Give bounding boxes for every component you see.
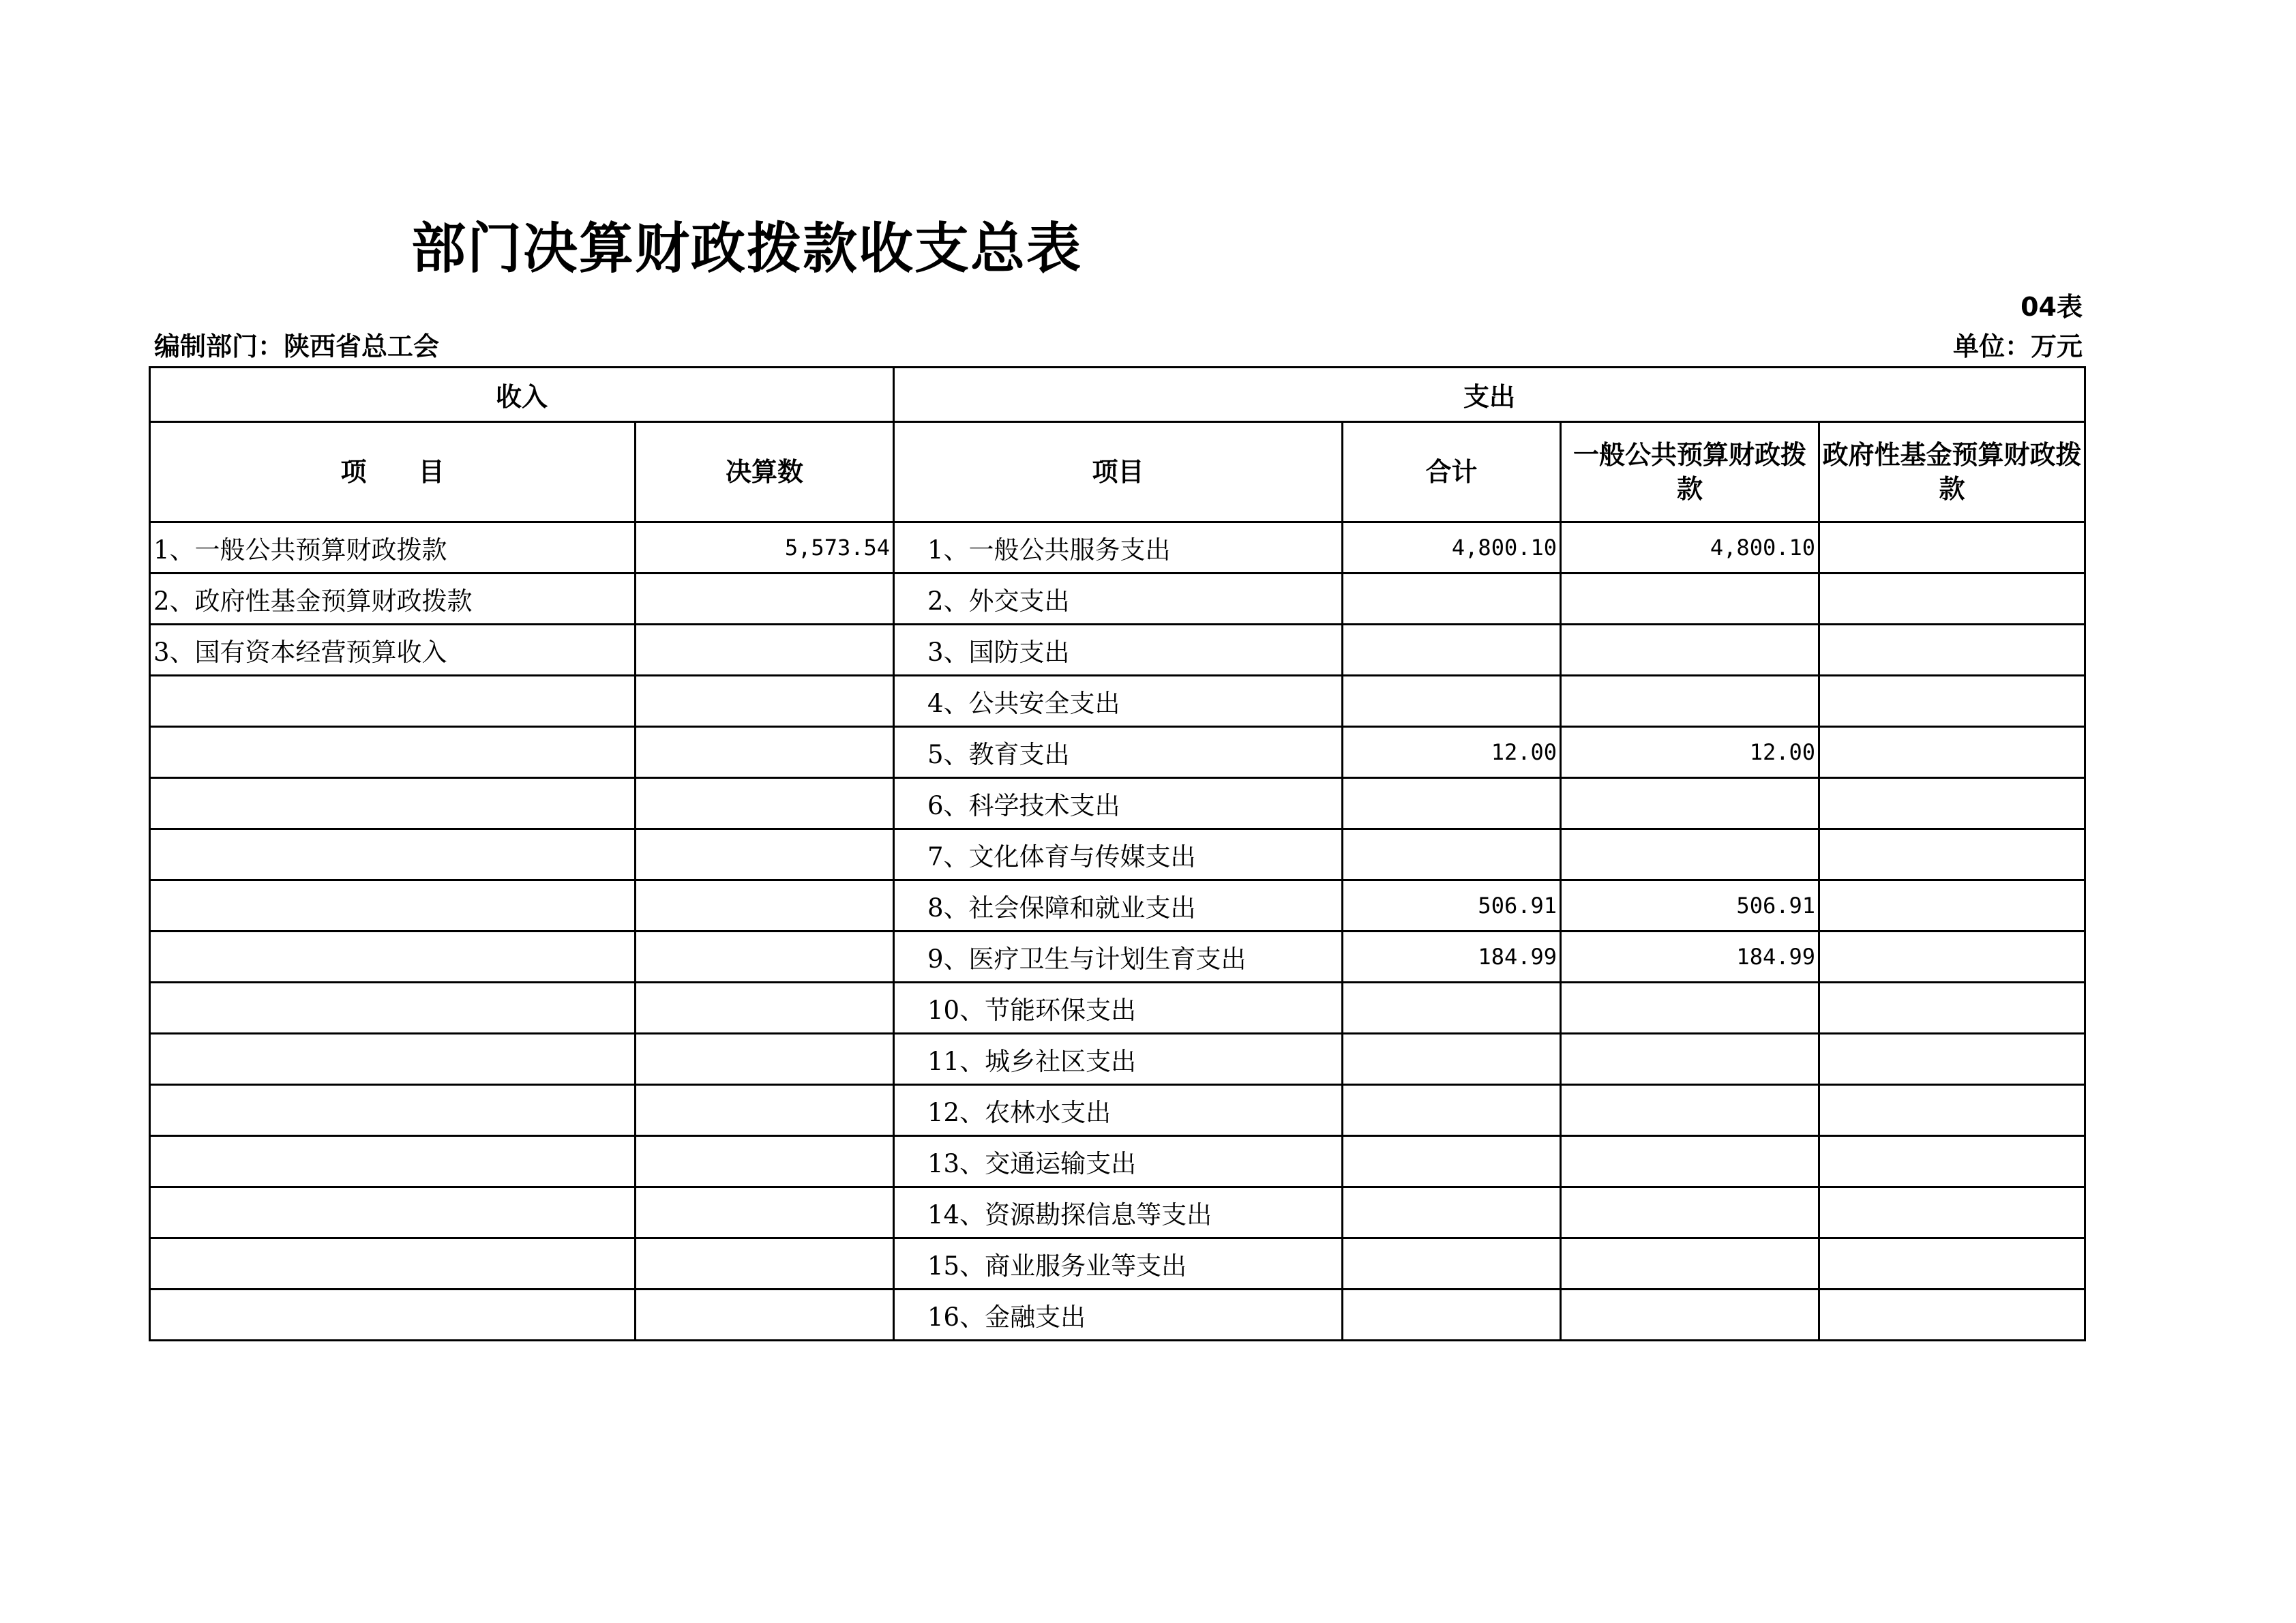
expense-total-cell: [1343, 1034, 1561, 1085]
unit-label: 单位：万元: [1952, 331, 2083, 361]
income-item-cell: [150, 829, 636, 880]
expense-general-cell: [1561, 574, 1819, 625]
expense-general-cell: [1561, 1238, 1819, 1290]
table-row: [150, 625, 2085, 676]
table-row: [150, 1034, 2085, 1085]
expense-item-cell: 2、外交支出: [894, 574, 1343, 625]
table-row: [150, 1085, 2085, 1136]
income-amount-cell: [636, 880, 894, 932]
expense-item-cell: 12、农林水支出: [894, 1085, 1343, 1136]
col-expense-fund: 政府性基金预算财政拨款: [1819, 422, 2085, 522]
expense-item-cell: 5、教育支出: [894, 727, 1343, 778]
expense-general-cell: 4,800.10: [1561, 522, 1819, 574]
income-amount-cell: [636, 727, 894, 778]
income-item-cell: [150, 1290, 636, 1341]
income-item-cell: [150, 1238, 636, 1290]
expense-total-cell: [1343, 983, 1561, 1034]
income-item-cell: [150, 778, 636, 829]
income-amount-cell: [636, 676, 894, 727]
col-expense-general: 一般公共预算财政拨款: [1561, 422, 1819, 522]
expense-item-cell: 15、商业服务业等支出: [894, 1238, 1343, 1290]
expense-fund-cell: [1819, 778, 2085, 829]
column-header-row: [150, 422, 2085, 522]
income-amount-cell: [636, 1238, 894, 1290]
col-expense-item: 项目: [894, 422, 1343, 522]
section-header-row: [150, 368, 2085, 422]
expense-fund-cell: [1819, 1085, 2085, 1136]
col-income-amount: 决算数: [636, 422, 894, 522]
expense-fund-cell: [1819, 625, 2085, 676]
col-income-item: 项 目: [150, 422, 636, 522]
income-amount-cell: [636, 1136, 894, 1187]
income-item-cell: [150, 1034, 636, 1085]
expense-total-cell: 184.99: [1343, 932, 1561, 983]
income-item-cell: 2、政府性基金预算财政拨款: [150, 574, 636, 625]
expense-item-cell: 3、国防支出: [894, 625, 1343, 676]
expense-total-cell: 4,800.10: [1343, 522, 1561, 574]
expense-fund-cell: [1819, 932, 2085, 983]
table-row: [150, 778, 2085, 829]
income-section-header: 收入: [150, 368, 894, 422]
expense-total-cell: [1343, 829, 1561, 880]
expense-general-cell: [1561, 1034, 1819, 1085]
expense-fund-cell: [1819, 1290, 2085, 1341]
expense-fund-cell: [1819, 727, 2085, 778]
table-row: [150, 1136, 2085, 1187]
table-row: [150, 727, 2085, 778]
table-row: [150, 1238, 2085, 1290]
income-item-cell: [150, 1187, 636, 1238]
expense-fund-cell: [1819, 880, 2085, 932]
expense-fund-cell: [1819, 829, 2085, 880]
expense-item-cell: 7、文化体育与传媒支出: [894, 829, 1343, 880]
expense-total-cell: [1343, 625, 1561, 676]
expense-fund-cell: [1819, 522, 2085, 574]
expense-general-cell: 184.99: [1561, 932, 1819, 983]
expense-general-cell: [1561, 676, 1819, 727]
table-row: [150, 574, 2085, 625]
table-row: [150, 880, 2085, 932]
income-amount-cell: 5,573.54: [636, 522, 894, 574]
page-title: 部门决算财政拨款收支总表: [411, 217, 1082, 280]
table-row: [150, 522, 2085, 574]
expense-item-cell: 4、公共安全支出: [894, 676, 1343, 727]
expense-general-cell: [1561, 1085, 1819, 1136]
expense-item-cell: 13、交通运输支出: [894, 1136, 1343, 1187]
expense-general-cell: [1561, 1290, 1819, 1341]
expense-section-header: 支出: [894, 368, 2085, 422]
expense-total-cell: [1343, 676, 1561, 727]
form-number: 04表: [2021, 292, 2083, 322]
expense-total-cell: [1343, 1238, 1561, 1290]
income-item-cell: [150, 880, 636, 932]
expense-item-cell: 11、城乡社区支出: [894, 1034, 1343, 1085]
expense-item-cell: 16、金融支出: [894, 1290, 1343, 1341]
income-item-cell: [150, 676, 636, 727]
income-amount-cell: [636, 1034, 894, 1085]
finance-table: [149, 366, 2086, 1341]
income-item-cell: [150, 1136, 636, 1187]
expense-fund-cell: [1819, 983, 2085, 1034]
department-label: 编制部门：陕西省总工会: [154, 331, 440, 361]
expense-fund-cell: [1819, 574, 2085, 625]
expense-total-cell: [1343, 1187, 1561, 1238]
expense-total-cell: [1343, 574, 1561, 625]
income-amount-cell: [636, 932, 894, 983]
table-row: [150, 932, 2085, 983]
expense-general-cell: [1561, 778, 1819, 829]
expense-item-cell: 6、科学技术支出: [894, 778, 1343, 829]
expense-total-cell: [1343, 778, 1561, 829]
expense-general-cell: [1561, 829, 1819, 880]
expense-fund-cell: [1819, 676, 2085, 727]
expense-general-cell: [1561, 625, 1819, 676]
expense-fund-cell: [1819, 1238, 2085, 1290]
expense-total-cell: [1343, 1136, 1561, 1187]
expense-item-cell: 9、医疗卫生与计划生育支出: [894, 932, 1343, 983]
income-amount-cell: [636, 1187, 894, 1238]
col-expense-total: 合计: [1343, 422, 1561, 522]
table-row: [150, 1187, 2085, 1238]
income-item-cell: [150, 983, 636, 1034]
expense-total-cell: 506.91: [1343, 880, 1561, 932]
expense-general-cell: [1561, 1187, 1819, 1238]
expense-item-cell: 10、节能环保支出: [894, 983, 1343, 1034]
income-amount-cell: [636, 1290, 894, 1341]
table-row: [150, 1290, 2085, 1341]
table-row: [150, 676, 2085, 727]
income-amount-cell: [636, 1085, 894, 1136]
expense-general-cell: [1561, 983, 1819, 1034]
table-row: [150, 983, 2085, 1034]
income-item-cell: [150, 1085, 636, 1136]
income-amount-cell: [636, 829, 894, 880]
expense-general-cell: [1561, 1136, 1819, 1187]
income-amount-cell: [636, 574, 894, 625]
expense-total-cell: 12.00: [1343, 727, 1561, 778]
expense-item-cell: 14、资源勘探信息等支出: [894, 1187, 1343, 1238]
expense-fund-cell: [1819, 1034, 2085, 1085]
expense-total-cell: [1343, 1085, 1561, 1136]
income-item-cell: [150, 932, 636, 983]
expense-general-cell: 12.00: [1561, 727, 1819, 778]
expense-item-cell: 1、一般公共服务支出: [894, 522, 1343, 574]
table-row: [150, 829, 2085, 880]
income-amount-cell: [636, 778, 894, 829]
expense-total-cell: [1343, 1290, 1561, 1341]
expense-item-cell: 8、社会保障和就业支出: [894, 880, 1343, 932]
income-item-cell: 1、一般公共预算财政拨款: [150, 522, 636, 574]
income-amount-cell: [636, 625, 894, 676]
expense-fund-cell: [1819, 1136, 2085, 1187]
expense-fund-cell: [1819, 1187, 2085, 1238]
income-item-cell: 3、国有资本经营预算收入: [150, 625, 636, 676]
income-item-cell: [150, 727, 636, 778]
income-amount-cell: [636, 983, 894, 1034]
expense-general-cell: 506.91: [1561, 880, 1819, 932]
